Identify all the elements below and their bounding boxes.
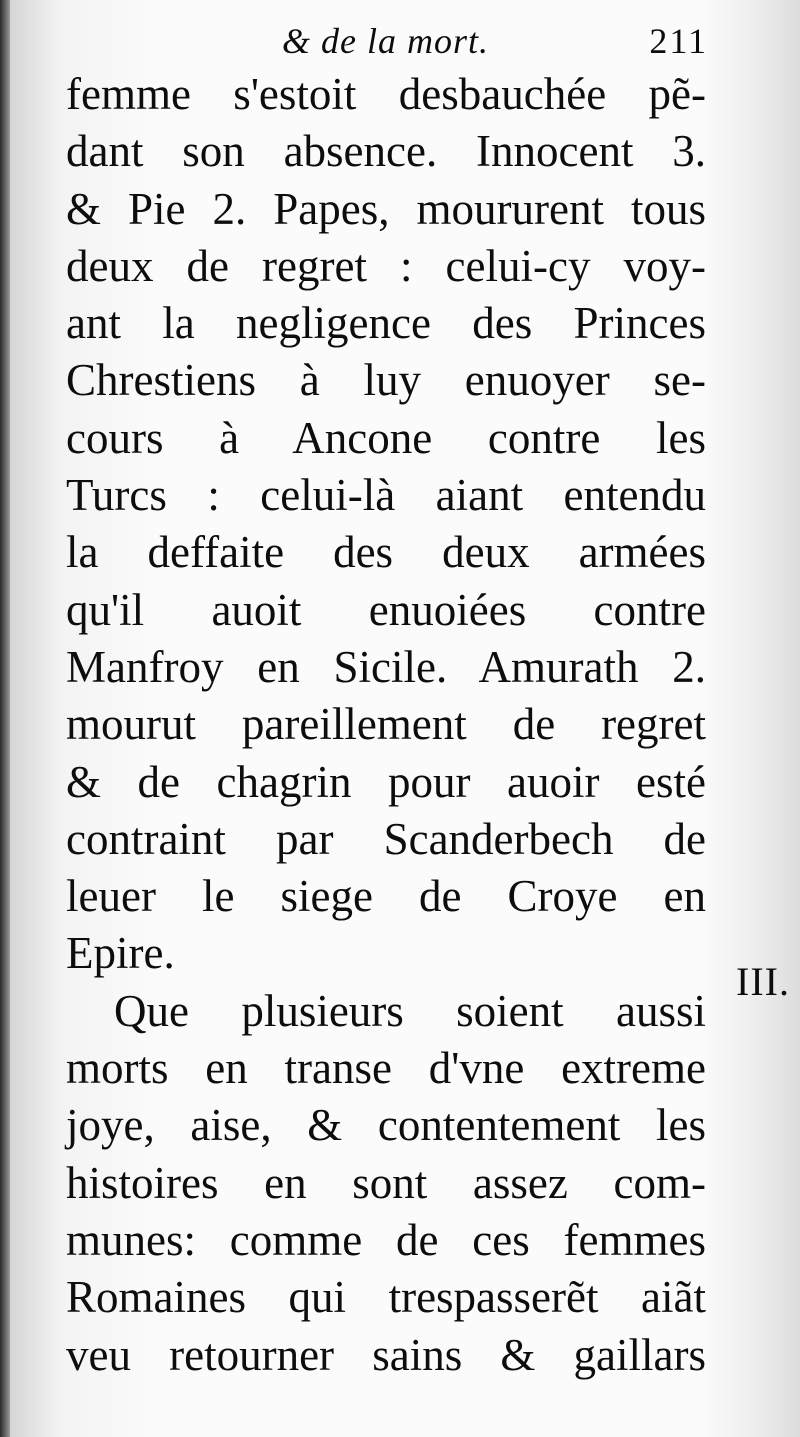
text-line: dant son absence. Innocent 3. bbox=[66, 126, 706, 177]
text-line: & de chagrin pour auoir esté bbox=[66, 756, 706, 807]
body-text bbox=[66, 66, 706, 1384]
text-line: Manfroy en Sicile. Amurath 2. bbox=[66, 641, 706, 692]
text-line: mourut pareillement de regret bbox=[66, 699, 706, 750]
text-line: leuer le siege de Croye en bbox=[66, 871, 706, 922]
text-line: ant la negligence des Princes bbox=[66, 298, 706, 349]
text-line: joye, aise, & contentement les bbox=[66, 1100, 706, 1151]
page-header bbox=[268, 18, 708, 64]
margin-section-number: III. bbox=[736, 959, 790, 1004]
text-line: femme s'estoit desbauchée pẽ- bbox=[66, 69, 706, 119]
text-line: histoires en sont assez com- bbox=[66, 1157, 706, 1208]
text-line: Que plusieurs soient aussi bbox=[114, 985, 706, 1036]
text-line: Chrestiens à luy enuoyer se- bbox=[66, 355, 706, 406]
text-line: & Pie 2. Papes, moururent tous bbox=[66, 183, 706, 234]
text-line: contraint par Scanderbech de bbox=[66, 813, 706, 864]
text-line: veu retourner sains & gaillars bbox=[66, 1329, 706, 1380]
text-line: deux de regret : celui-cy voy- bbox=[66, 240, 706, 291]
page-binding-shadow bbox=[0, 0, 10, 1437]
text-line: qu'il auoit enuoiées contre bbox=[66, 584, 706, 635]
text-line: Romaines qui trespasserẽt aiãt bbox=[66, 1272, 706, 1323]
text-line: munes: comme de ces femmes bbox=[66, 1214, 706, 1265]
running-head: & de la mort. bbox=[282, 21, 489, 61]
page-number: 211 bbox=[649, 21, 708, 61]
text-line: morts en transe d'vne extreme bbox=[66, 1043, 706, 1094]
text-line: Epire. bbox=[66, 928, 175, 979]
text-line: cours à Ancone contre les bbox=[66, 412, 706, 463]
text-line: Turcs : celui-là aiant entendu bbox=[66, 470, 706, 521]
text-line: la deffaite des deux armées bbox=[66, 527, 706, 578]
